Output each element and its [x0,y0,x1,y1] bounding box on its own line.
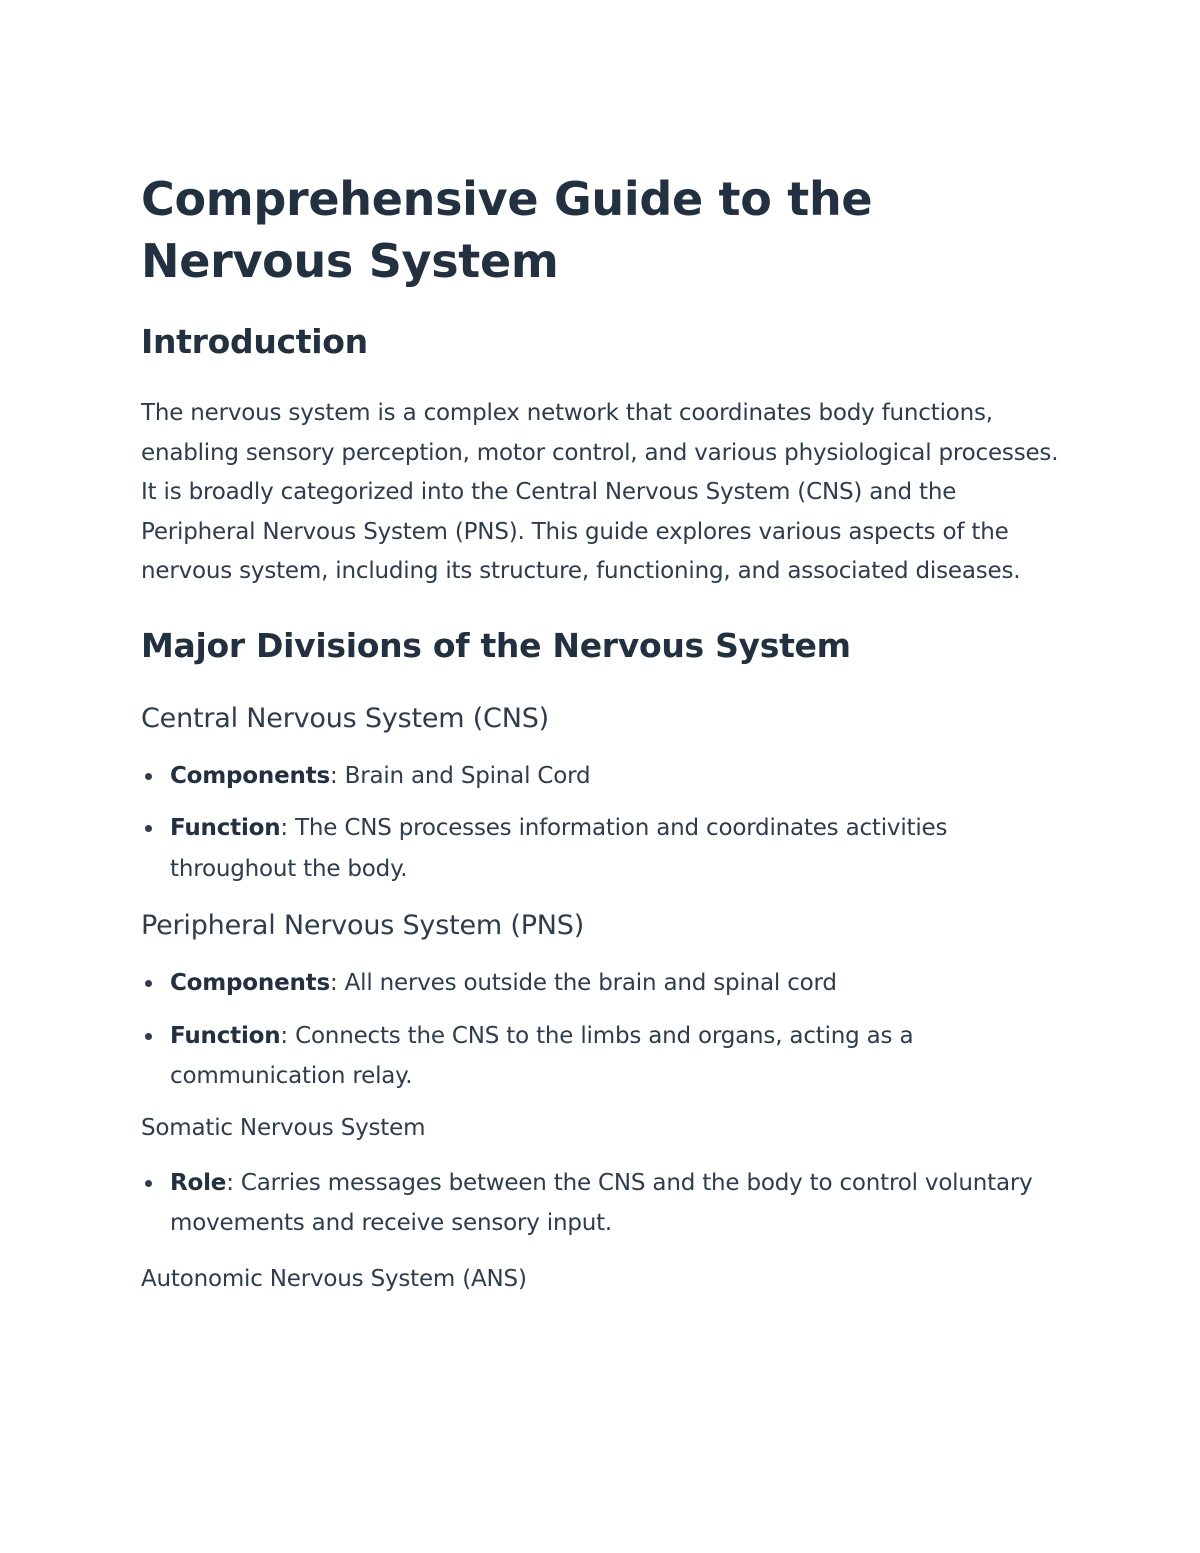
list-item [141,808,1071,889]
cns-list [141,756,1071,890]
bullet-icon [145,1033,152,1040]
list-item-separator: : [329,970,338,997]
list-item-text: Carries messages between the CNS and the body to control voluntary movements and receive sensory input. [170,1169,1033,1237]
pns-list [141,963,1071,1097]
document-title: Comprehensive Guide to the Nervous System [141,172,873,288]
list-item-separator: : [329,762,338,789]
list-item-label: Components [170,762,330,789]
list-item [141,963,1071,1004]
list-item-label: Components [170,970,330,997]
bullet-icon [145,825,152,832]
list-item-label: Function [170,815,281,842]
list-item [141,756,1071,797]
list-item-text: The CNS processes information and coordinates activities throughout the body. [170,815,948,882]
bullet-icon [145,773,152,780]
introduction-paragraph: The nervous system is a complex network that coordinates body functions, enabling sensory perception, motor control, and various physiological processes. It is broadly categorized into the Central Nervous System (CNS) and the Peripheral Nervous System (PNS). This guide explores various aspects of the nervous system, including its structure, functioning, and associated diseases. [141,400,1059,585]
somatic-heading: Somatic Nervous System [141,1114,426,1141]
list-item-label: Role [170,1169,227,1196]
introduction-heading: Introduction [141,322,368,361]
list-item [141,1016,1071,1097]
list-item-text: All nerves outside the brain and spinal cord [337,970,837,997]
list-item [141,1163,1071,1244]
list-item-label: Function [170,1022,281,1049]
pns-heading: Peripheral Nervous System (PNS) [141,910,585,942]
list-item-separator: : [280,1022,288,1049]
cns-heading: Central Nervous System (CNS) [141,702,549,734]
list-item-text: Connects the CNS to the limbs and organs, acting as a communication relay. [170,1022,914,1090]
ans-heading: Autonomic Nervous System (ANS) [141,1265,527,1292]
list-item-separator: : [226,1169,234,1196]
somatic-list [141,1163,1071,1244]
document-page [141,168,1071,1294]
major-divisions-heading: Major Divisions of the Nervous System [141,625,851,665]
list-item-separator: : [280,815,288,842]
list-item-text: Brain and Spinal Cord [337,762,591,789]
bullet-icon [145,980,152,987]
bullet-icon [145,1180,152,1187]
